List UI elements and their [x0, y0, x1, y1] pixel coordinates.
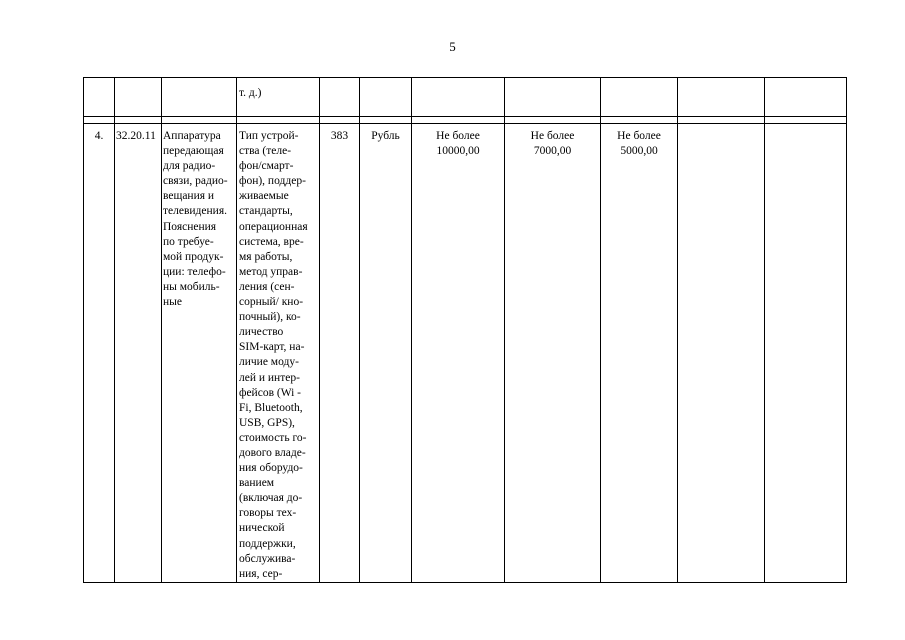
cell-characteristic [237, 78, 320, 117]
table-row [84, 124, 847, 583]
cell-unit [360, 78, 412, 117]
cell-value-4 [678, 124, 765, 583]
cell-num: 4. [84, 124, 115, 583]
characteristic-tail: т. д.) [239, 87, 262, 99]
cell-okei-code [320, 78, 360, 117]
cell-value-2: Не более 7000,00 [505, 124, 601, 583]
row-gap [84, 117, 847, 124]
cell-name: Аппаратура передающая для радио- связи, радио- вещания и телевидения. Пояснения по требуе- мой продук- ции: телефо- ны мобиль- ные [162, 124, 237, 583]
cell-code: 32.20.11 [115, 124, 162, 583]
cell-value-5 [765, 78, 847, 117]
cell-unit: Рубль [360, 124, 412, 583]
page-number: 5 [449, 39, 456, 54]
table-row-continuation [84, 78, 847, 117]
cell-value-3 [601, 78, 678, 117]
cell-okei-code: 383 [320, 124, 360, 583]
cell-code [115, 78, 162, 117]
cell-num [84, 78, 115, 117]
cell-name [162, 78, 237, 117]
cell-value-4 [678, 78, 765, 117]
requirements-table [83, 77, 847, 583]
cell-value-1 [412, 78, 505, 117]
cell-value-3: Не более 5000,00 [601, 124, 678, 583]
cell-characteristic: Тип устрой- ства (теле- фон/смарт- фон), поддер- живаемые стандарты, операционная система, вре- мя работы, метод управ- ления (сен- сорный/ кно- почный), ко- личество SIM-карт, на- личие моду- лей и интер- фейсов (Wi - Fi, Bluetooth, USB, GPS), стоимость го- дового владе- ния оборудо- ванием (включая до- говоры тех- нической поддержки, обслужива- ния, сер- [237, 124, 320, 583]
cell-value-2 [505, 78, 601, 117]
cell-value-5 [765, 124, 847, 583]
cell-value-1: Не более 10000,00 [412, 124, 505, 583]
